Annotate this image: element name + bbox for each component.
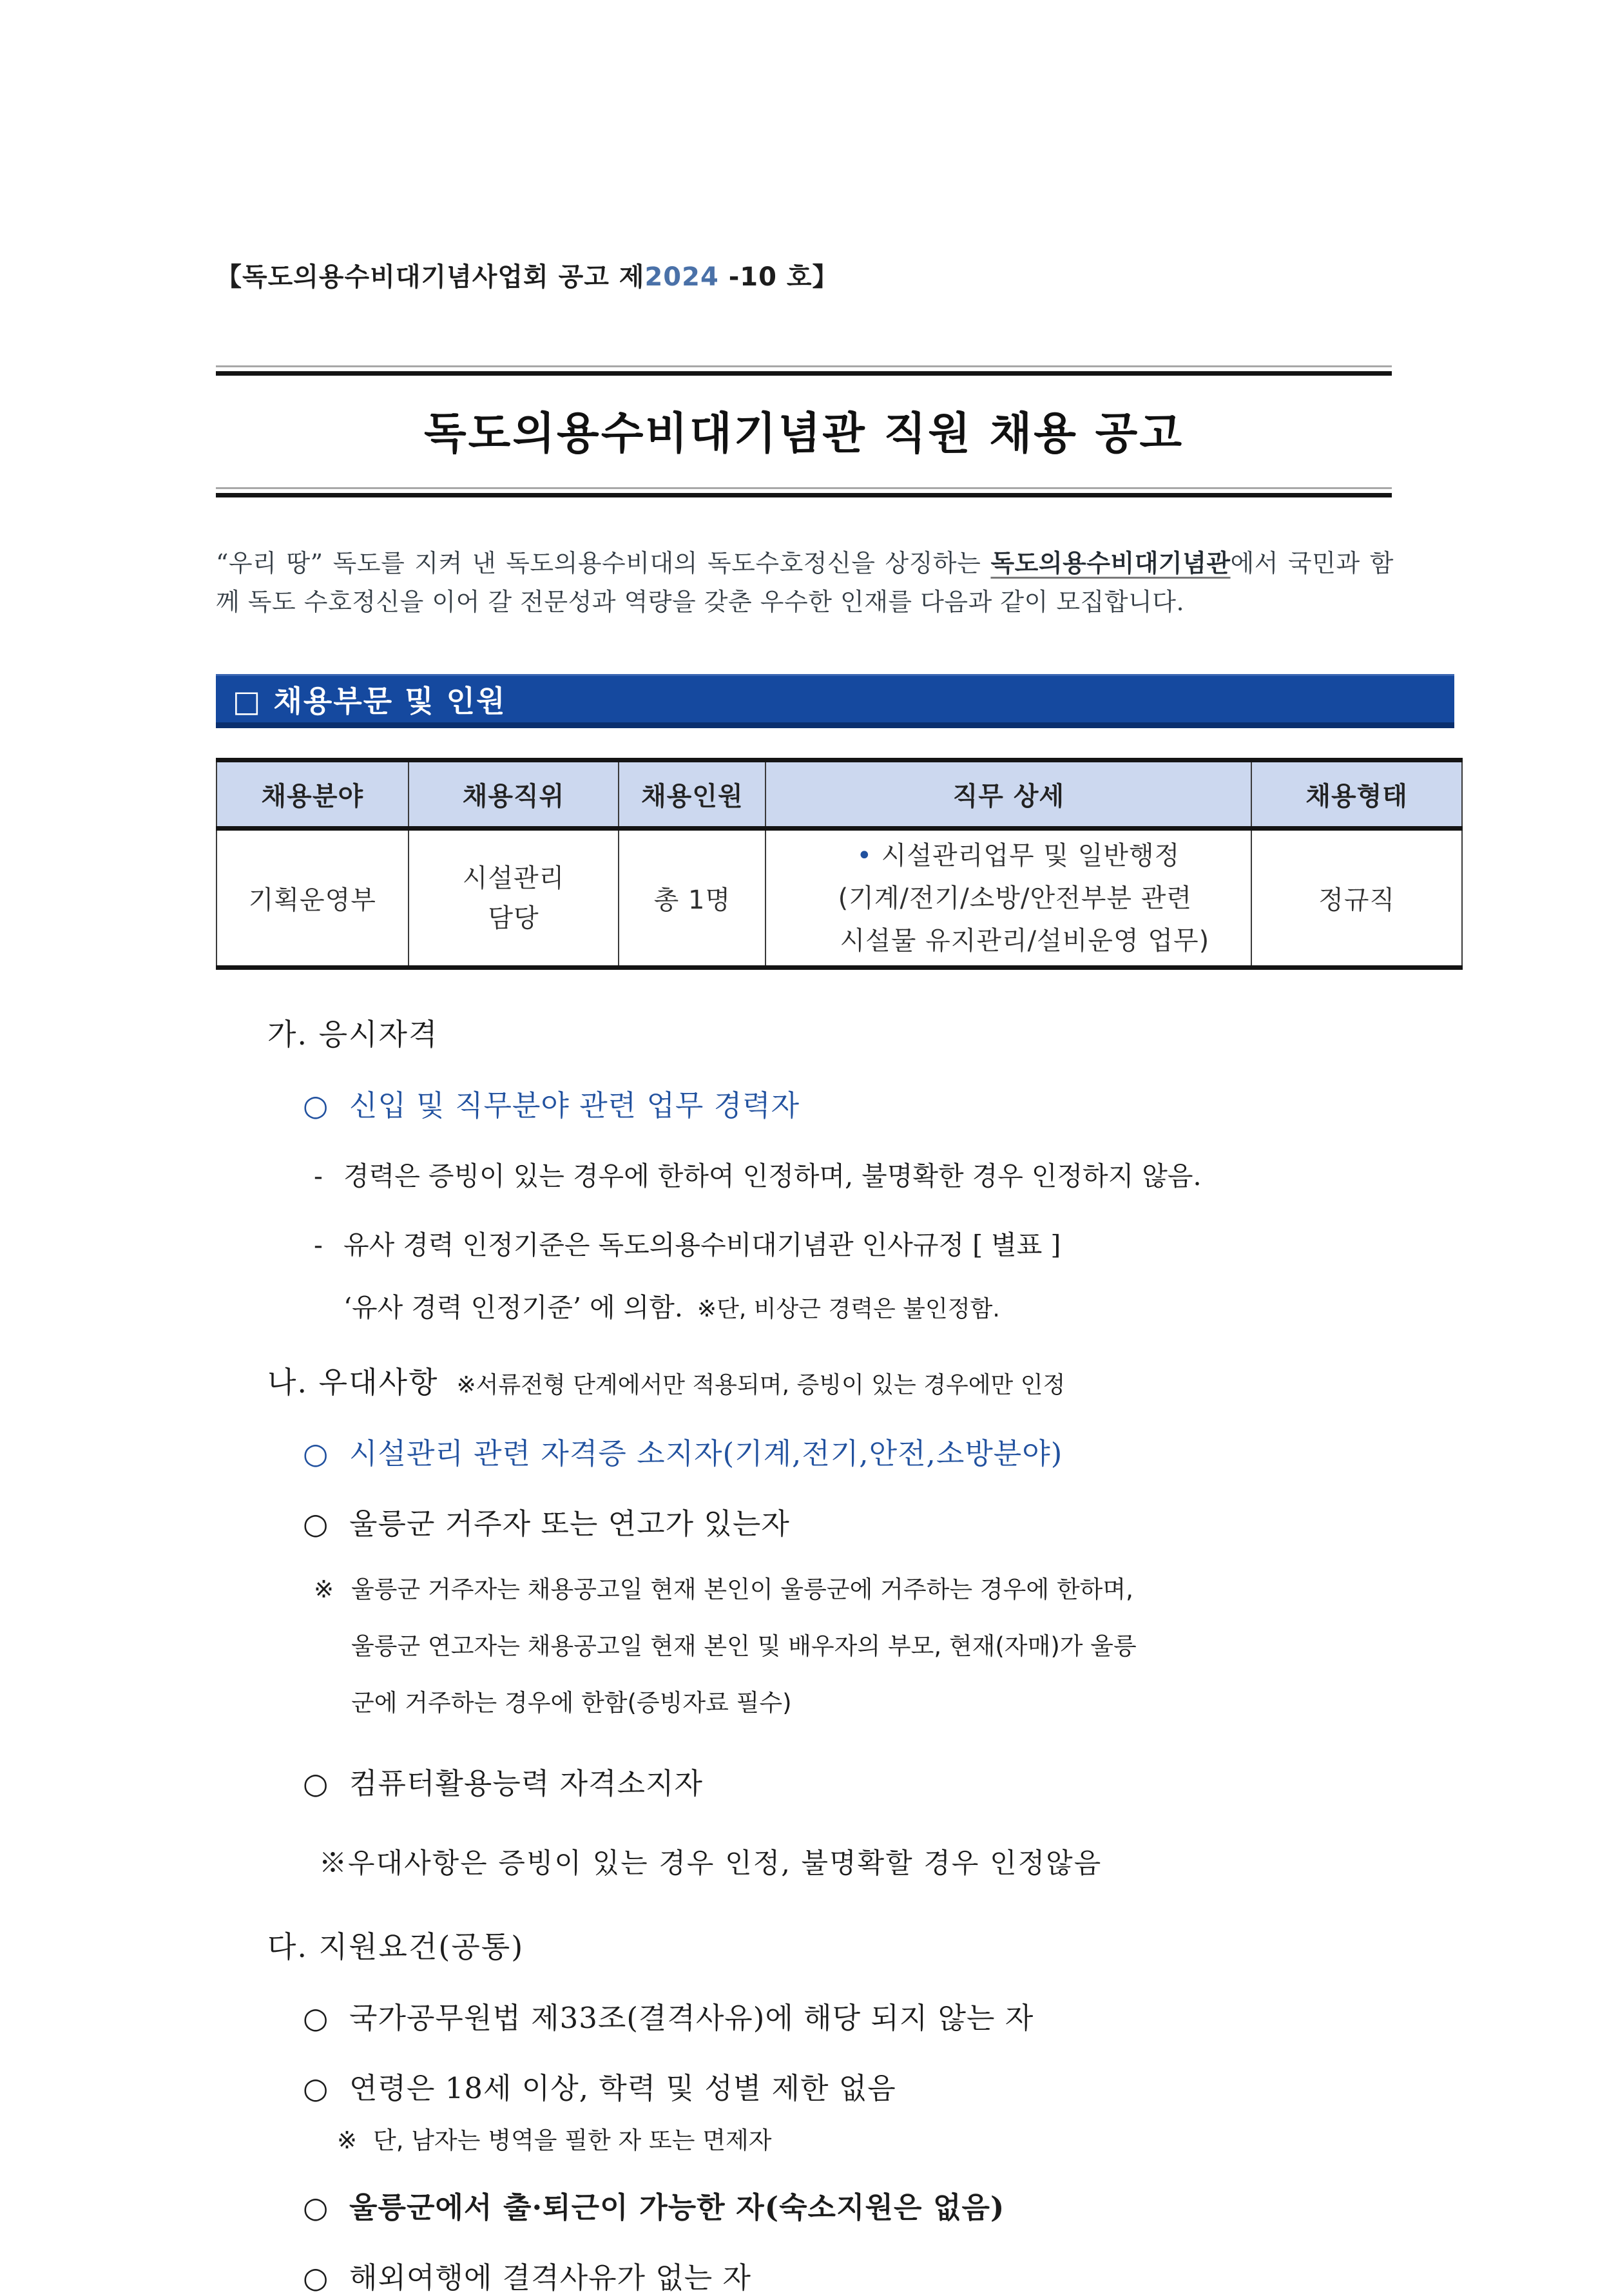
- section-b-heading: 나. 우대사항: [267, 1365, 439, 1400]
- reference-marker: ※: [314, 1576, 334, 1604]
- list-item: [303, 1994, 1456, 2036]
- title-bottom-rule: [216, 487, 1392, 497]
- list-item-text: 울릉군 거주자 또는 연고가 있는자: [349, 1507, 790, 1541]
- notice-number-suffix: -10 호】: [718, 262, 839, 292]
- cell-detail-line1: [766, 834, 1251, 877]
- cell-position-line2: 담당: [488, 903, 539, 933]
- recruitment-table: [216, 758, 1463, 970]
- section-bar-recruitment: [216, 674, 1454, 728]
- list-item-text: 시설관리 관련 자격증 소지자(기계,전기,안전,소방분야): [349, 1436, 1063, 1471]
- circle-marker: ○: [303, 1436, 329, 1471]
- list-item-note-block: [314, 1561, 1456, 1732]
- cell-field: 기획운영부: [248, 885, 376, 916]
- cell-count: 총 1명: [619, 829, 765, 968]
- circle-marker: ○: [303, 1507, 329, 1541]
- cell-position-line1: 시설관리: [462, 863, 565, 893]
- section-b-footnote: ※우대사항은 증빙이 있는 경우 인정, 불명확할 경우 인정않음: [319, 1847, 1102, 1880]
- title-top-rule: [216, 365, 1392, 376]
- list-item: [303, 1430, 1456, 1472]
- intro-org-name: 독도의용수비대기념관: [990, 548, 1231, 577]
- list-item: [303, 2254, 1456, 2296]
- list-item-text: ‘유사 경력 인정기준’ 에 의함.: [343, 1292, 683, 1324]
- section-a-heading: 가. 응시자격: [267, 1017, 439, 1052]
- list-item-text: 연령은 18세 이상, 학력 및 성별 제한 없음: [349, 2071, 896, 2106]
- circle-marker: ○: [303, 1766, 329, 1801]
- list-item: [303, 2184, 1456, 2226]
- notice-number-prefix: 【독도의용수비대기념사업회 공고 제: [216, 262, 645, 292]
- circle-marker: ○: [303, 2001, 329, 2036]
- section-b-heading-note: ※서류전형 단계에서만 적용되며, 증빙이 있는 경우에만 인정: [456, 1372, 1066, 1399]
- reference-marker: ※: [337, 2127, 358, 2155]
- list-item-text: 경력은 증빙이 있는 경우에 한하여 인정하며, 불명확한 경우 인정하지 않음.: [343, 1161, 1202, 1192]
- cell-detail-line2: (기계/전기/소방/안전부분 관련: [838, 883, 1193, 913]
- circle-marker: ○: [303, 2071, 329, 2106]
- circle-marker: ○: [303, 1088, 329, 1123]
- col-header-position: 채용직위: [409, 760, 619, 829]
- list-item: [303, 1760, 1456, 1802]
- section-b-heading-row: [267, 1359, 1456, 1402]
- table-row: [217, 829, 1462, 968]
- list-item-text: 국가공무원법 제33조(결격사유)에 해당 되지 않는 자: [349, 2001, 1034, 2036]
- circle-marker: ○: [303, 2190, 329, 2225]
- list-item-text: 컴퓨터활용능력 자격소지자: [349, 1766, 703, 1801]
- list-item-text: 신입 및 직무분야 관련 업무 경력자: [349, 1088, 800, 1123]
- col-header-count: 채용인원: [619, 760, 765, 829]
- notice-number-year: 2024: [644, 262, 719, 292]
- list-item: [303, 1082, 1456, 1124]
- list-item-text: 울릉군에서 출·퇴근이 가능한 자(숙소지원은 없음): [349, 2190, 1005, 2225]
- title-block: [216, 365, 1392, 497]
- circle-marker: ○: [303, 2261, 329, 2295]
- cell-type: 정규직: [1251, 829, 1462, 968]
- list-item: [314, 1224, 1456, 1262]
- cell-detail-line3: 시설물 유지관리/설비운영 업무): [840, 925, 1210, 956]
- document-content: [216, 256, 1456, 2296]
- note-line: 울릉군 연고자는 채용공고일 현재 본인 및 배우자의 부모, 현재(자매)가 울릉: [351, 1632, 1137, 1661]
- list-item: [303, 1500, 1456, 1542]
- bullet-icon: •: [856, 840, 873, 871]
- note-line: 군에 거주하는 경우에 한함(증빙자료 필수): [351, 1689, 792, 1717]
- page-title: 독도의용수비대기념관 직원 채용 공고: [423, 409, 1184, 459]
- intro-text-lead: “우리 땅” 독도를 지켜 낸 독도의용수비대의 독도수호정신을 상징하는: [216, 549, 991, 577]
- cell-detail: [765, 829, 1251, 968]
- list-item: [314, 1155, 1456, 1193]
- dash-marker: -: [314, 1161, 323, 1192]
- list-item: [303, 2065, 1456, 2107]
- note-text: 단, 남자는 병역을 필한 자 또는 면제자: [373, 2127, 772, 2155]
- cell-detail-line1-text: 시설관리업무 및 일반행정: [881, 840, 1180, 871]
- list-item-continuation: [343, 1286, 1456, 1324]
- col-header-field: 채용분야: [217, 760, 409, 829]
- note-line: 울릉군 거주자는 채용공고일 현재 본인이 울릉군에 거주하는 경우에 한하며,: [351, 1576, 1133, 1604]
- col-header-type: 채용형태: [1251, 760, 1462, 829]
- list-item-text: 해외여행에 결격사유가 없는 자: [349, 2261, 752, 2295]
- cell-position: [409, 829, 619, 968]
- requirements-list: [216, 1011, 1456, 2296]
- col-header-detail: 직무 상세: [765, 760, 1251, 829]
- notice-number: [216, 256, 1456, 293]
- section-c-heading: 다. 지원요건(공통): [267, 1929, 525, 1965]
- intro-text-tail: 에서 국민과 함께 독도 수호정신을 이어 갈 전문성과 역량을 갖춘 우수한 인재를 다음과 같이 모집합니다.: [216, 549, 1394, 617]
- section-bar-label: □ 채용부문 및 인원: [233, 684, 506, 719]
- table-header-row: [217, 760, 1462, 829]
- list-item-note: [337, 2121, 1456, 2156]
- dash-marker: -: [314, 1230, 323, 1261]
- list-item-note: ※단, 비상근 경력은 불인정함.: [697, 1296, 1000, 1323]
- note-block-lines: [351, 1561, 1137, 1732]
- intro-paragraph: [216, 544, 1394, 621]
- list-item-text: 유사 경력 인정기준은 독도의용수비대기념관 인사규정 [ 별표 ]: [343, 1230, 1061, 1261]
